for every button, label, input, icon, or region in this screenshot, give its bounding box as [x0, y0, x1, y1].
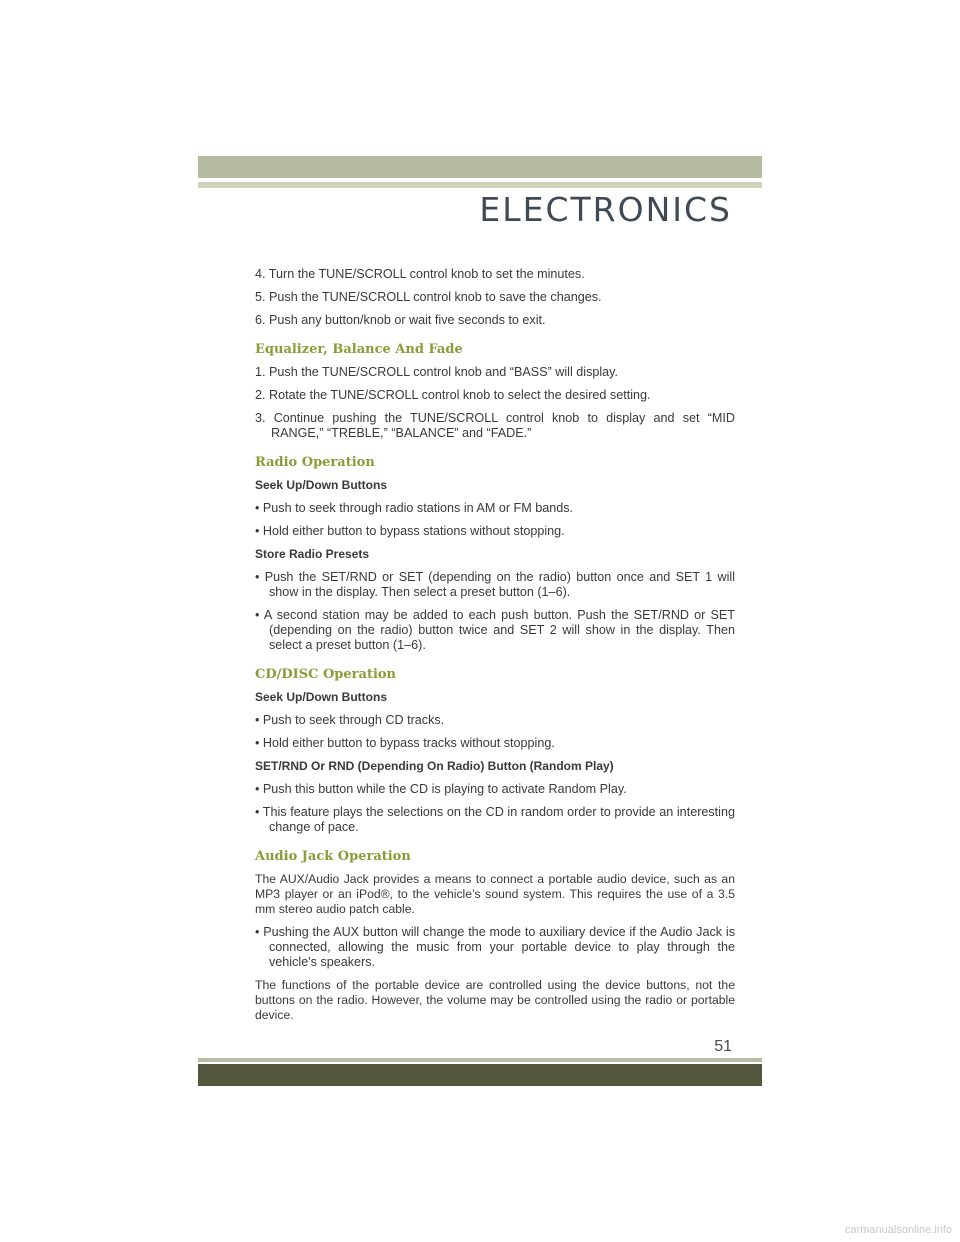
radio-seek-subheading: Seek Up/Down Buttons: [255, 478, 388, 492]
radio-presets-bullet: • Push the SET/RND or SET (depending on the radio) button once and SET 1 will show in the display. Then select a preset button (1–6).: [255, 570, 735, 599]
watermark: carmanualsonline.info: [844, 1224, 952, 1236]
footer-bar: [198, 1064, 762, 1086]
clock-step: 4. Turn the TUNE/SCROLL control knob to set the minutes.: [255, 267, 585, 281]
equalizer-step: 1. Push the TUNE/SCROLL control knob and “BASS” will display.: [255, 365, 619, 379]
cd-random-subheading: SET/RND Or RND (Depending On Radio) Button (Random Play): [255, 759, 614, 773]
radio-presets-bullet: • A second station may be added to each push button. Push the SET/RND or SET (depending on the radio) button twice and SET 2 will show in the display. Then select a preset button (1–6).: [255, 608, 735, 652]
header-bar-line: [198, 182, 762, 188]
equalizer-heading: Equalizer, Balance And Fade: [255, 342, 463, 357]
cd-random-bullet: • This feature plays the selections on the CD in random order to provide an interesting change of pace.: [255, 805, 735, 834]
equalizer-step: 3. Continue pushing the TUNE/SCROLL control knob to display and set “MID RANGE,” “TREBLE,” “BALANCE” and “FADE.”: [255, 411, 735, 440]
audio-jack-outro: The functions of the portable device are controlled using the device buttons, not the buttons on the radio. However, the volume may be controlled using the radio or portable device.: [255, 978, 735, 1022]
cd-seek-bullet: • Hold either button to bypass tracks without stopping.: [255, 736, 555, 750]
clock-step: 5. Push the TUNE/SCROLL control knob to save the changes.: [255, 290, 602, 304]
audio-jack-heading: Audio Jack Operation: [255, 849, 411, 864]
cd-heading: CD/DISC Operation: [255, 667, 397, 682]
audio-jack-intro: The AUX/Audio Jack provides a means to connect a portable audio device, such as an MP3 player or an iPod®, to the vehicle’s sound system. This requires the use of a 3.5 mm stereo audio patch cable.: [255, 872, 735, 916]
cd-seek-subheading: Seek Up/Down Buttons: [255, 690, 388, 704]
cd-random-bullet: • Push this button while the CD is playing to activate Random Play.: [255, 782, 627, 796]
radio-presets-subheading: Store Radio Presets: [255, 547, 370, 561]
audio-jack-bullet: • Pushing the AUX button will change the mode to auxiliary device if the Audio Jack is connected, allowing the music from your portable device to play through the vehicle's speakers.: [255, 925, 735, 969]
section-title: ELECTRONICS: [479, 190, 732, 229]
cd-seek-bullet: • Push to seek through CD tracks.: [255, 713, 445, 727]
footer-bar-line: [198, 1058, 762, 1062]
radio-seek-bullet: • Hold either button to bypass stations without stopping.: [255, 524, 565, 538]
clock-step: 6. Push any button/knob or wait five seconds to exit.: [255, 313, 546, 327]
radio-heading: Radio Operation: [255, 455, 375, 470]
header-bar: [198, 156, 762, 178]
page-number: 51: [714, 1038, 732, 1055]
page-content: [255, 267, 735, 1031]
equalizer-step: 2. Rotate the TUNE/SCROLL control knob to select the desired setting.: [255, 388, 651, 402]
radio-seek-bullet: • Push to seek through radio stations in AM or FM bands.: [255, 501, 574, 515]
